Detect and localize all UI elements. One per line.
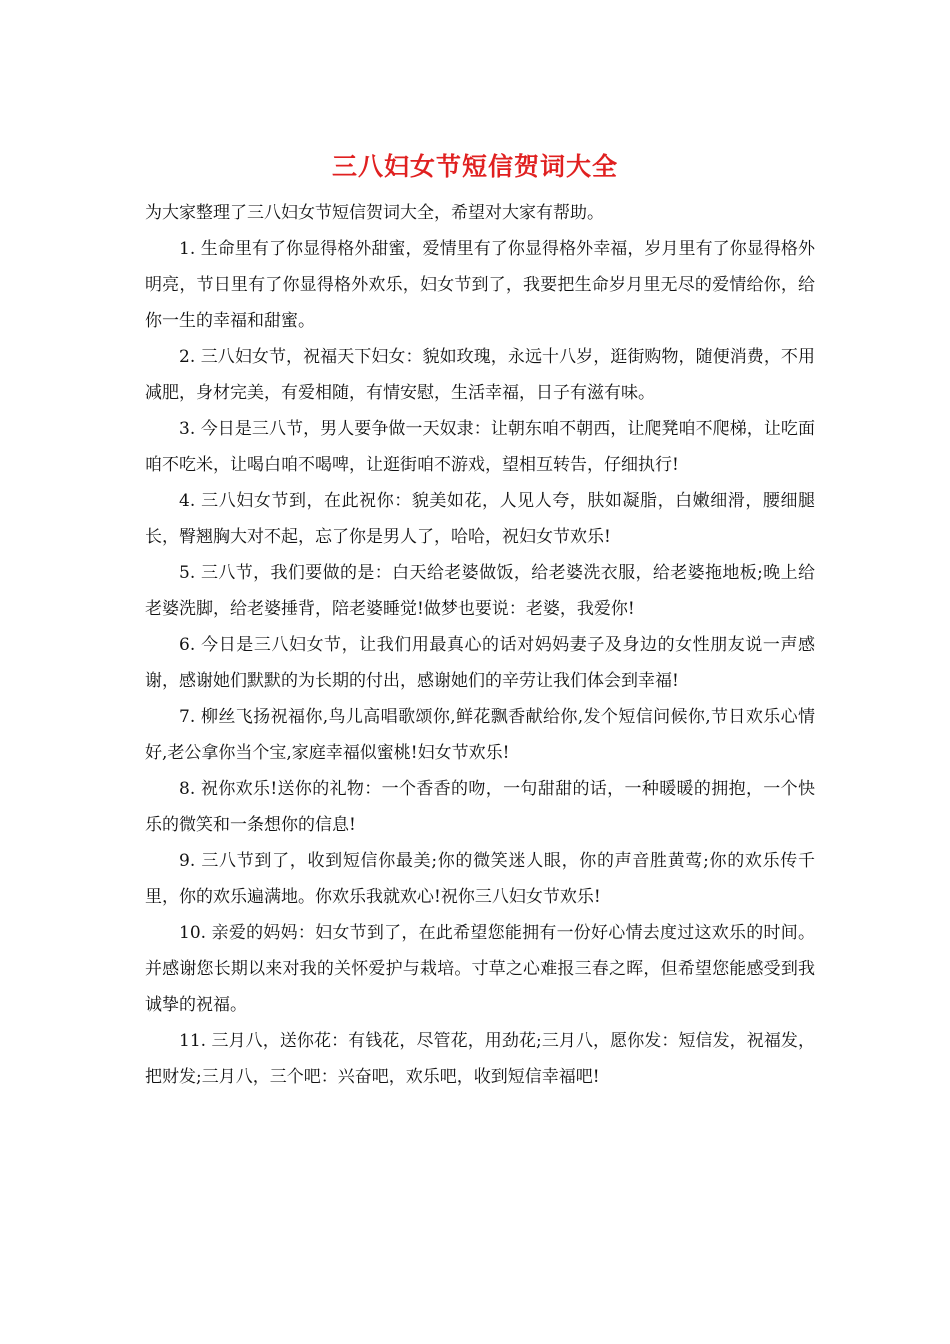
greeting-item-11: 11. 三月八，送你花：有钱花，尽管花，用劲花;三月八，愿你发：短信发，祝福发，把财发;三月八，三个吧：兴奋吧，欢乐吧，收到短信幸福吧! [145,1031,815,1087]
greeting-item-10: 10. 亲爱的妈妈：妇女节到了，在此希望您能拥有一份好心情去度过这欢乐的时间。并感谢您长期以来对我的关怀爱护与栽培。寸草之心难报三春之晖，但希望您能感受到我诚挚的祝福。 [145,923,815,1015]
intro-paragraph: 为大家整理了三八妇女节短信贺词大全，希望对大家有帮助。 [145,203,604,223]
document-title: 三八妇女节短信贺词大全 [331,152,618,181]
greeting-item-4: 4. 三八妇女节到，在此祝你：貌美如花，人见人夸，肤如凝脂，白嫩细滑，腰细腿长，臀翘胸大对不起，忘了你是男人了，哈哈，祝妇女节欢乐! [145,491,815,547]
document-body [145,195,815,1095]
greeting-item-2: 2. 三八妇女节，祝福天下妇女：貌如玫瑰，永远十八岁，逛街购物，随便消费，不用减肥，身材完美，有爱相随，有情安慰，生活幸福，日子有滋有味。 [145,347,815,403]
greeting-item-1: 1. 生命里有了你显得格外甜蜜，爱情里有了你显得格外幸福，岁月里有了你显得格外明亮，节日里有了你显得格外欢乐，妇女节到了，我要把生命岁月里无尽的爱情给你，给你一生的幸福和甜蜜。 [145,239,815,331]
greeting-item-9: 9. 三八节到了，收到短信你最美;你的微笑迷人眼，你的声音胜黄莺;你的欢乐传千里，你的欢乐遍满地。你欢乐我就欢心!祝你三八妇女节欢乐! [145,851,815,907]
greeting-item-7: 7. 柳丝飞扬祝福你,鸟儿高唱歌颂你,鲜花飘香献给你,发个短信问候你,节日欢乐心情好,老公拿你当个宝,家庭幸福似蜜桃!妇女节欢乐! [145,707,815,763]
greeting-item-8: 8. 祝你欢乐!送你的礼物：一个香香的吻，一句甜甜的话，一种暖暖的拥抱，一个快乐的微笑和一条想你的信息! [145,779,815,835]
greeting-item-6: 6. 今日是三八妇女节，让我们用最真心的话对妈妈妻子及身边的女性朋友说一声感谢，感谢她们默默的为长期的付出，感谢她们的辛劳让我们体会到幸福! [145,635,815,691]
greeting-item-5: 5. 三八节，我们要做的是：白天给老婆做饭，给老婆洗衣服，给老婆拖地板;晚上给老婆洗脚，给老婆捶背，陪老婆睡觉!做梦也要说：老婆，我爱你! [145,563,815,619]
greeting-item-3: 3. 今日是三八节，男人要争做一天奴隶：让朝东咱不朝西，让爬凳咱不爬梯，让吃面咱不吃米，让喝白咱不喝啤，让逛街咱不游戏，望相互转告，仔细执行! [145,419,815,475]
